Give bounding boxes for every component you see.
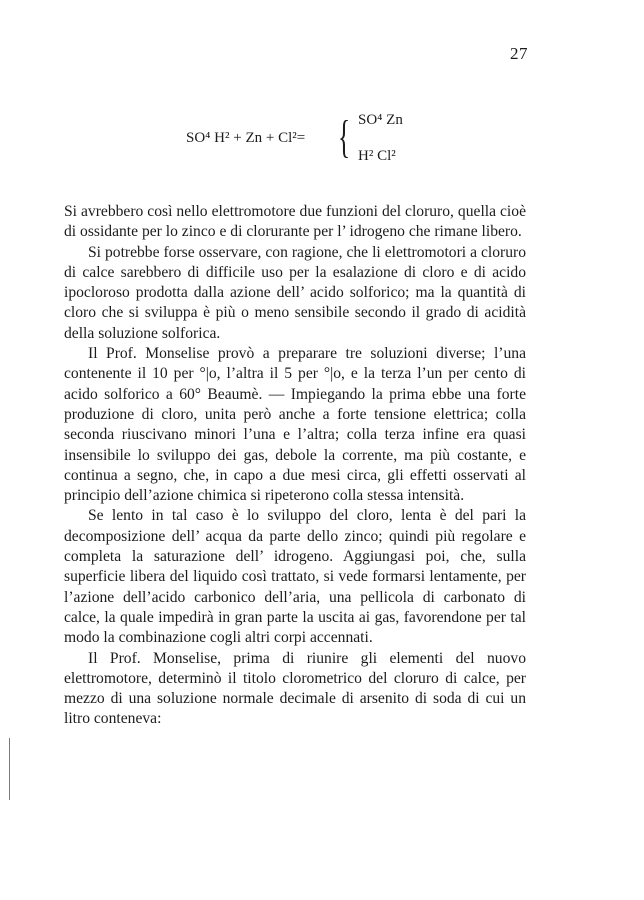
formula-left-side: SO⁴ H² + Zn + Cl²= xyxy=(186,130,306,146)
formula-product-bottom: H² Cl² xyxy=(358,148,396,164)
paragraph: Se lento in tal caso è lo sviluppo del cloro, lenta è del pari la decomposizione dell’ acqua da parte dello zinco; quindi più regolare e completa la saturazione dell’ idrogeno. Aggiungasi poi, che, sulla superficie libera del liquido così trattato, si vede formarsi lentamente, per l’azione dell’acido carbonico dell’aria, una pellicola di carbonato di calce, la quale impedirà in gran parte la uscita ai gas, favorendone per tal modo la combinazione cogli altri corpi accennati. xyxy=(64,507,526,647)
paragraph: Il Prof. Monselise, prima di riunire gli elementi del nuovo elettromotore, determinò il titolo clorometrico del cloruro di calce, per mezzo di una soluzione normale decimale di arsenito di soda di cui un litro conteneva: xyxy=(64,649,526,728)
body-text xyxy=(64,202,526,730)
paragraph: Il Prof. Monselise provò a preparare tre soluzioni diverse; l’una contenente il 10 per °|o, l’altra il 5 per °|o, e la terza l’un per cento di acido solforico a 60° Beaumè. — Impiegando la prima ebbe una forte produzione di cloro, unita però anche a forte tensione elettrica; colla seconda riuscivano minori l’una e l’altra; colla terza infine era quasi insensibile lo sviluppo dei gas, debole la corrente, ma più costante, e continua a segno, che, in capo a due mesi circa, gli effetti osservati al principio dell’azione chimica si ripeterono colla stessa intensità. xyxy=(64,345,526,505)
chemical-formula xyxy=(186,108,446,170)
formula-brace: { xyxy=(338,111,351,162)
paragraph: Si avrebbero così nello elettromotore due funzioni del cloruro, quella cioè di ossidante per lo zinco e di clorurante per l’ idrogeno che rimane libero. xyxy=(64,203,526,241)
formula-product-top: SO⁴ Zn xyxy=(358,112,403,128)
scan-margin-mark xyxy=(9,738,10,800)
paragraph: Si potrebbe forse osservare, con ragione, che li elettromotori a cloruro di calce sarebbero di difficile uso per la esalazione di cloro e di acido ipocloroso prodotta dalla azione dell’ acido solforico; ma la quantità di cloro che si sviluppa è più o meno sensibile secondo il grado di acidità della soluzione solforica. xyxy=(64,243,526,342)
page-number: 27 xyxy=(510,44,528,63)
